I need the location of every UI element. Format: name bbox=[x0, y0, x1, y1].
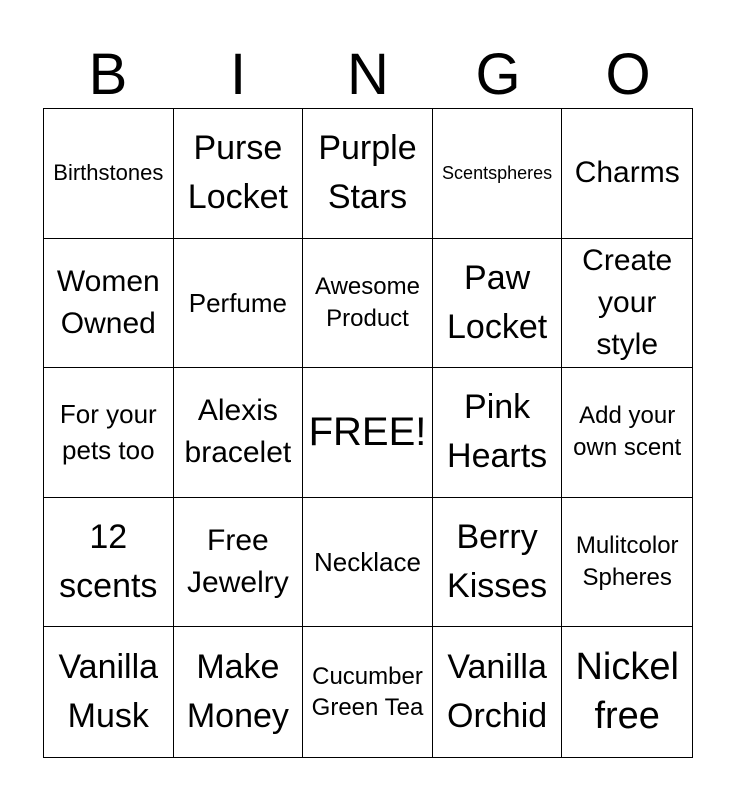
bingo-cell[interactable]: Free Jewelry bbox=[174, 498, 304, 628]
bingo-cell[interactable]: Awesome Product bbox=[303, 239, 433, 369]
bingo-cell[interactable]: Add your own scent bbox=[562, 368, 692, 498]
bingo-cell[interactable]: Vanilla Orchid bbox=[433, 627, 563, 757]
bingo-cell[interactable]: Nickel free bbox=[575, 645, 679, 738]
bingo-cell[interactable]: For your pets too bbox=[44, 368, 174, 498]
bingo-cell[interactable]: Perfume bbox=[174, 239, 304, 369]
bingo-cell[interactable]: Pink Hearts bbox=[433, 368, 563, 498]
bingo-cell[interactable]: Paw Locket bbox=[433, 239, 563, 369]
header-letter-g: G bbox=[475, 42, 521, 107]
bingo-cell[interactable]: Purple Stars bbox=[303, 109, 433, 239]
bingo-cell[interactable]: Create your style bbox=[562, 239, 692, 369]
bingo-cell[interactable]: Make Money bbox=[174, 627, 304, 757]
bingo-cell[interactable]: Necklace bbox=[303, 498, 433, 628]
bingo-cell[interactable]: Mulitcolor Spheres bbox=[562, 498, 692, 628]
bingo-cell[interactable]: Charms bbox=[562, 109, 692, 239]
bingo-cell[interactable]: Cucumber Green Tea bbox=[303, 627, 433, 757]
header-letter-o: O bbox=[605, 42, 651, 107]
header-letter-b: B bbox=[88, 42, 128, 107]
bingo-cell[interactable]: Alexis bracelet bbox=[174, 368, 304, 498]
free-space-cell[interactable]: FREE! bbox=[303, 368, 433, 498]
bingo-header bbox=[43, 40, 693, 108]
bingo-cell[interactable]: Berry Kisses bbox=[433, 498, 563, 628]
header-letter-n: N bbox=[347, 42, 389, 107]
bingo-cell[interactable]: Scentspheres bbox=[433, 109, 563, 239]
bingo-cell[interactable]: Purse Locket bbox=[174, 109, 304, 239]
bingo-cell[interactable]: Vanilla Musk bbox=[44, 627, 174, 757]
header-letter-i: I bbox=[229, 42, 247, 107]
bingo-cell[interactable]: 12 scents bbox=[44, 498, 174, 628]
bingo-board bbox=[43, 108, 693, 758]
bingo-cell[interactable]: Women Owned bbox=[44, 239, 174, 369]
bingo-cell[interactable]: Birthstones bbox=[44, 109, 174, 239]
